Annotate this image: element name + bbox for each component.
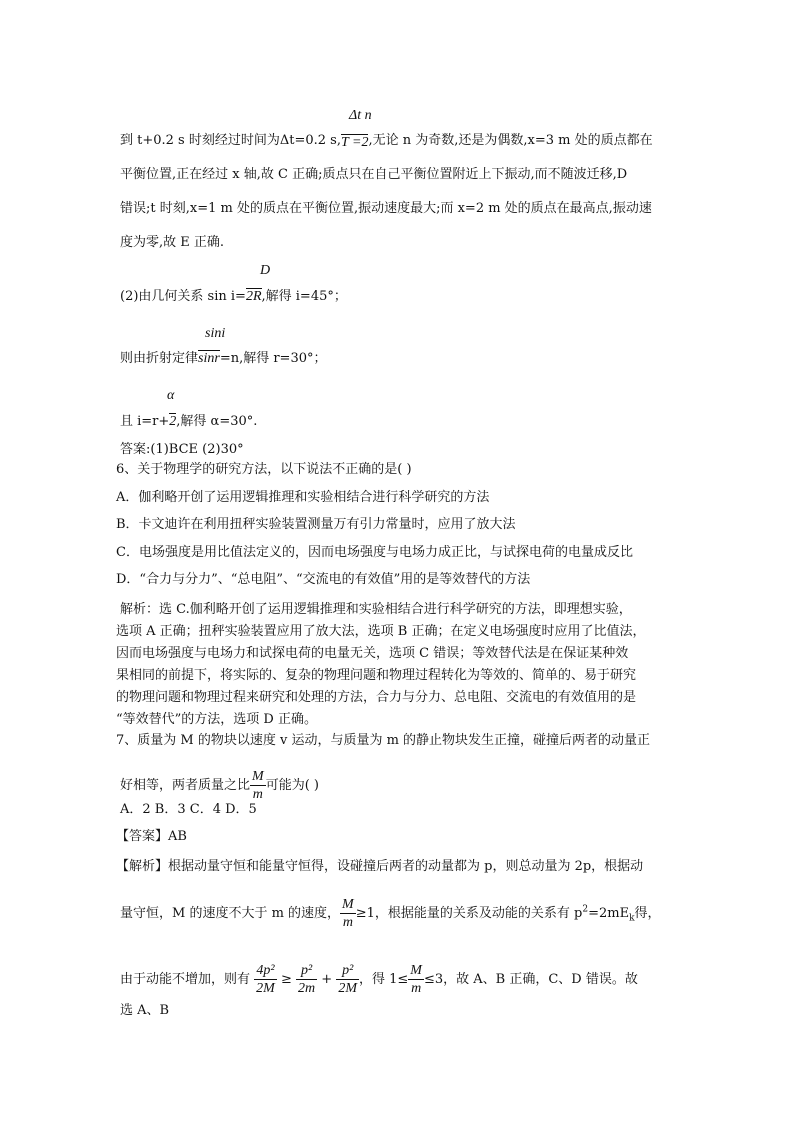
explanation-line: 【解析】根据动量守恒和能量守恒得，设碰撞后两者的动量都为 p，则总动量为 2p，根据动	[116, 859, 644, 874]
explanation-line: 果相同的前提下，将实际的、复杂的物理问题和物理过程转化为等效的、简单的、易于研究	[116, 668, 637, 683]
question-6-stem: 6、关于物理学的研究方法，以下说法不正确的是( )	[116, 462, 412, 477]
explanation-line: 解析：选 C.伽利略开创了运用逻辑推理和实验相结合进行科学研究的方法，即理想实验，	[120, 602, 632, 617]
options-line: A．2 B．3 C．4 D．5	[120, 802, 257, 817]
fraction-denominator-t: T =2	[340, 135, 369, 150]
text-line: 到 t+0.2 s 时刻经过时间为Δt=0.2 s, T =2 ,无论 n 为奇数,还是为偶数,x=3 m 处的质点都在	[120, 133, 653, 150]
answer-line: 答案:(1)BCE (2)30°	[120, 442, 244, 457]
text-line: (2)由几何关系 sin i=2R,解得 i=45°；	[120, 289, 347, 304]
fraction-numerator-d: D	[260, 263, 271, 278]
text-line: 且 i=r+2,解得 α=30°.	[120, 414, 258, 429]
option-b: B．卡文迪许在利用扭秤实验装置测量万有引力常量时，应用了放大法	[116, 517, 516, 532]
option-c: C．电场强度是用比值法定义的，因而电场强度与电场力成正比，与试探电荷的电量成反比	[116, 545, 633, 560]
option-a: A．伽利略开创了运用逻辑推理和实验相结合进行科学研究的方法	[116, 490, 490, 505]
fraction-numerator-dt-n: Δt n	[349, 108, 372, 123]
explanation-line: “等效替代”的方法，选项 D 正确。	[116, 712, 317, 727]
text-line: 度为零,故 E 正确.	[120, 235, 225, 250]
explanation-line: 由于动能不增加，则有 $\frac{\text{4p²}}{2M}$ ≥ $\frac{\text{p²}}{2m}$ + $\frac{\text{p²}}{2M}$ ，得 1≤ $\frac{M}{m}$ ≤3，故 A、B 正确，C、D 错误。故	[120, 963, 638, 996]
explanation-line: 选项 A 正确；扭秤实验装置应用了放大法，选项 B 正确；在定义电场强度时应用了比值法，	[116, 624, 646, 639]
explanation-line: 的物理问题和物理过程来研究和处理的方法，合力与分力、总电阻、交流电的有效值用的是	[116, 690, 637, 705]
text-line: 错误;t 时刻,x=1 m 处的质点在平衡位置,振动速度最大;而 x=2 m 处的质点在最高点,振动速	[120, 201, 652, 216]
answer-line: 【答案】AB	[116, 829, 187, 844]
fraction-m-over-m: $\frac{M}{m}$	[252, 769, 264, 802]
explanation-line: 量守恒，M 的速度不大于 m 的速度， $\frac{M}{m}$ ≥1，根据能量的关系及动能的关系有 $p^2=2mE_k$得，	[120, 897, 661, 930]
text-line: 则由折射定律sinr=n,解得 r=30°；	[120, 351, 327, 366]
fraction-4p2-over-2m: $\frac{\text{4p²}}{2M}$	[256, 963, 275, 996]
fraction-numerator-alpha: α	[167, 388, 175, 403]
fraction-denominator-sinr: sinr	[198, 351, 220, 366]
question-7-stem: 7、质量为 M 的物块以速度 v 运动，与质量为 m 的静止物块发生正撞，碰撞后两者的动量正	[116, 733, 651, 748]
fraction-p2-over-2M: $\frac{\text{p²}}{2M}$	[338, 963, 357, 996]
explanation-line: 选 A、B	[120, 1003, 170, 1018]
question-7-stem: 好相等，两者质量之比 $\frac{M}{m}$ 可能为( )	[120, 769, 319, 802]
fraction-denominator-2: 2	[169, 414, 177, 429]
fraction-p2-over-2m: $\frac{\text{p²}}{2m}$	[298, 963, 316, 996]
fraction-m-over-m: $\frac{M}{m}$	[410, 963, 422, 996]
fraction-numerator-sini: sini	[205, 326, 226, 341]
option-d: D．“合力与分力”、“总电阻”、“交流电的有效值”用的是等效替代的方法	[116, 572, 531, 587]
fraction-m-over-m: $\frac{M}{m}$	[342, 897, 354, 930]
fraction-denominator-2r: 2R	[245, 289, 262, 304]
text-line: 平衡位置,正在经过 x 轴,故 C 正确;质点只在自己平衡位置附近上下振动,而不随波迁移,D	[120, 167, 628, 182]
explanation-line: 因而电场强度与电场力和试探电荷的电量无关，选项 C 错误；等效替代法是在保证某种效	[116, 646, 629, 661]
